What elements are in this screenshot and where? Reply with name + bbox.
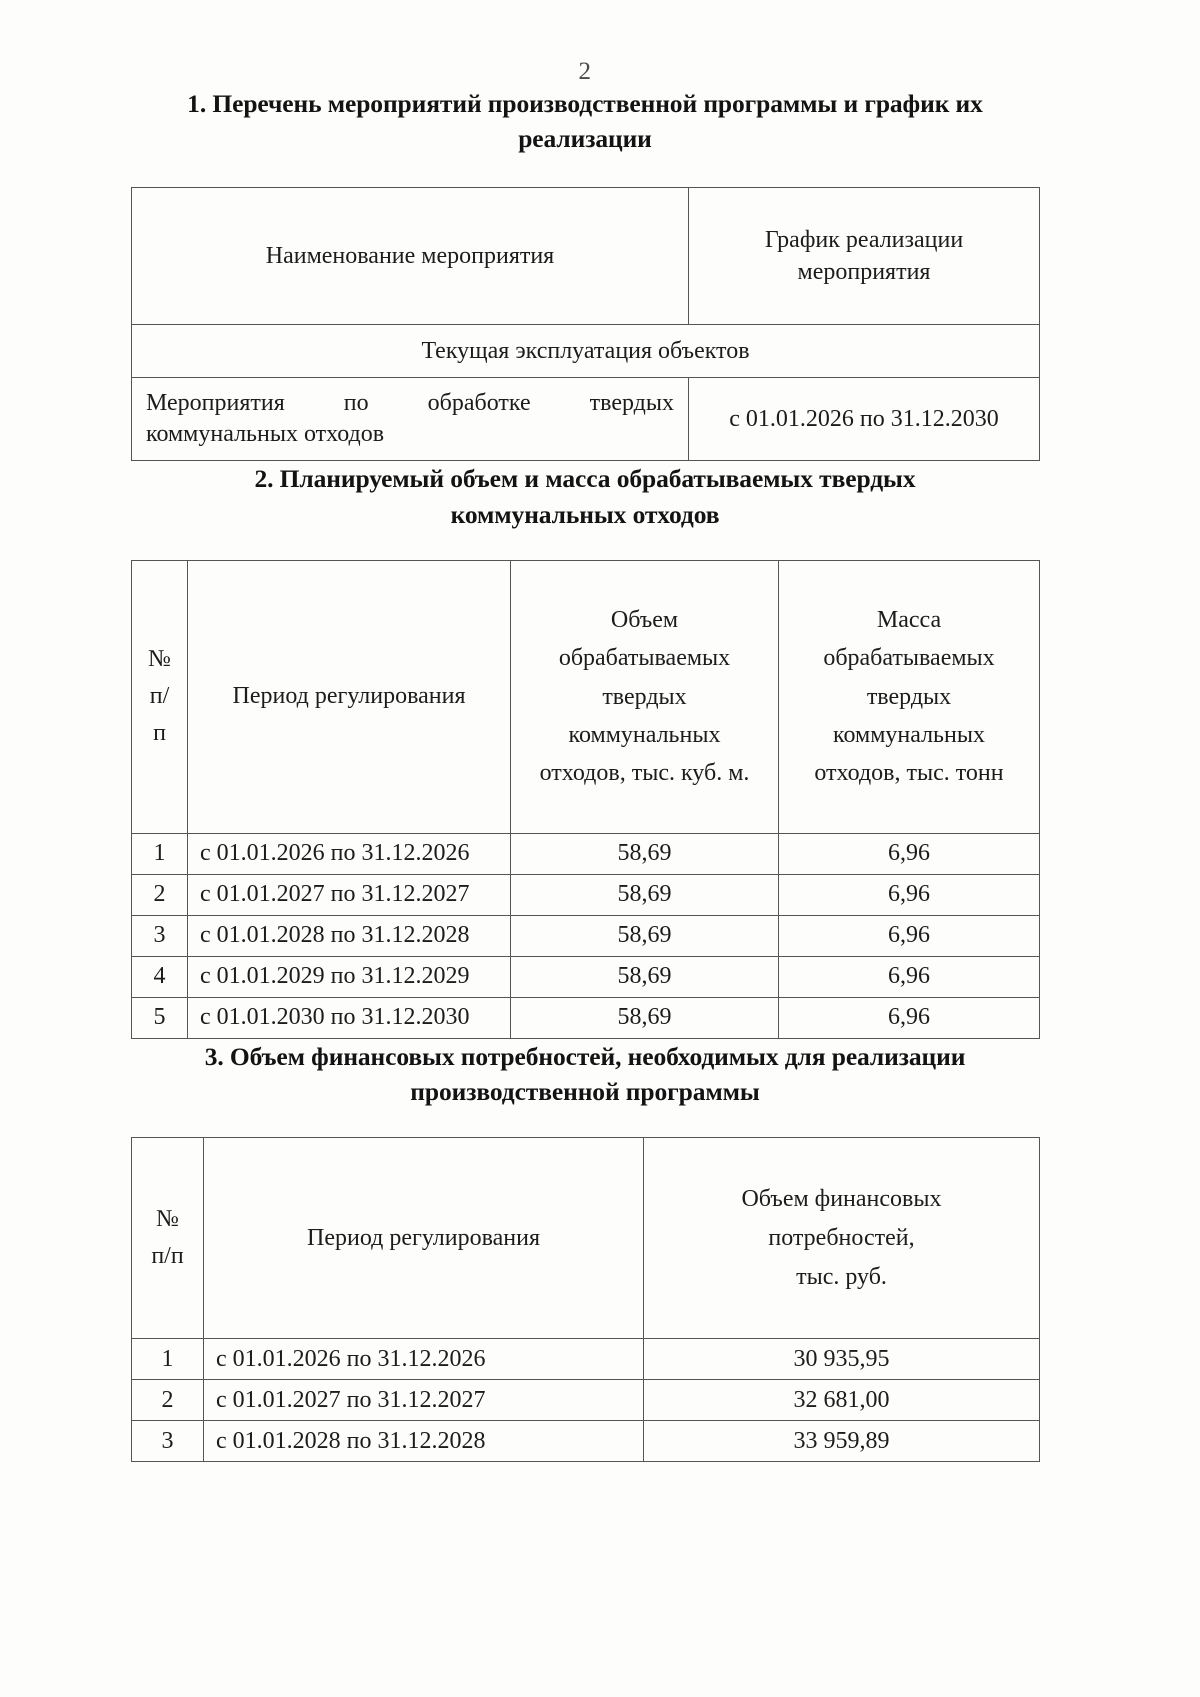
header-waste-mass-line-3: твердых [866, 683, 952, 710]
table-row [132, 833, 1040, 874]
row-volume: 58,69 [511, 915, 779, 956]
row-period: с 01.01.2026 по 31.12.2026 [188, 833, 511, 874]
row-volume: 58,69 [511, 874, 779, 915]
measure-name-line-2: коммунальных отходов [146, 421, 385, 448]
table-header-row [132, 1138, 1040, 1339]
header-schedule-line-1: График реализации [764, 226, 964, 253]
table-row [132, 1339, 1040, 1380]
row-period: с 01.01.2028 по 31.12.2028 [204, 1421, 644, 1462]
row-period: с 01.01.2028 по 31.12.2028 [188, 915, 511, 956]
header-waste-volume-line-2: обрабатываемых [558, 645, 731, 672]
section-1-heading-line-2: реализации [518, 124, 652, 154]
row-amount: 32 681,00 [644, 1380, 1040, 1421]
row-volume: 58,69 [511, 997, 779, 1038]
section-3-heading-line-1: 3. Объем финансовых потребностей, необходимых для реализации [204, 1041, 966, 1071]
row-period: с 01.01.2026 по 31.12.2026 [204, 1339, 644, 1380]
header-schedule [689, 188, 1040, 325]
table-row [132, 1421, 1040, 1462]
header-waste-volume-line-3: твердых [602, 683, 687, 710]
header-row-number [132, 1138, 204, 1339]
header-financial-needs [644, 1138, 1040, 1339]
header-financial-needs-line-3: тыс. руб. [796, 1263, 887, 1290]
header-waste-mass-line-2: обрабатываемых [823, 645, 995, 672]
table-header-row [132, 188, 1040, 325]
row-number: 1 [132, 833, 188, 874]
header-row-number-line-2: п/ [149, 683, 170, 710]
header-financial-needs-line-2: потребностей, [768, 1224, 915, 1251]
header-waste-volume-line-5: отходов, тыс. куб. м. [539, 760, 750, 787]
row-mass: 6,96 [779, 833, 1040, 874]
table-row [132, 874, 1040, 915]
header-regulation-period: Период регулирования [204, 1138, 644, 1339]
row-volume: 58,69 [511, 833, 779, 874]
row-period: с 01.01.2027 по 31.12.2027 [204, 1380, 644, 1421]
header-waste-volume-line-1: Объем [610, 606, 679, 633]
table-group-row [132, 325, 1040, 378]
row-period: с 01.01.2027 по 31.12.2027 [188, 874, 511, 915]
row-number: 3 [132, 1421, 204, 1462]
header-regulation-period: Период регулирования [188, 560, 511, 833]
header-row-number-line-2: п/п [151, 1243, 184, 1270]
row-mass: 6,96 [779, 997, 1040, 1038]
header-waste-volume [511, 560, 779, 833]
section-3-heading [131, 1039, 1039, 1109]
measure-name-line-1: Мероприятия по обработке твердых [146, 390, 674, 417]
table-row [132, 956, 1040, 997]
header-waste-volume-line-4: коммунальных [568, 721, 721, 748]
row-number: 1 [132, 1339, 204, 1380]
row-period: с 01.01.2029 по 31.12.2029 [188, 956, 511, 997]
header-financial-needs-line-1: Объем финансовых [741, 1185, 942, 1212]
row-amount: 33 959,89 [644, 1421, 1040, 1462]
header-schedule-line-2: мероприятия [797, 259, 931, 286]
header-row-number-line-3: п [153, 720, 166, 747]
header-waste-mass-line-1: Масса [876, 606, 942, 633]
measure-schedule-cell: с 01.01.2026 по 31.12.2030 [689, 378, 1040, 461]
header-row-number-line-1: № [148, 645, 171, 672]
row-mass: 6,96 [779, 915, 1040, 956]
table-row [132, 1380, 1040, 1421]
header-row-number-line-1: № [156, 1205, 179, 1232]
header-waste-mass [779, 560, 1040, 833]
section-2-heading [131, 461, 1039, 531]
table-row [132, 997, 1040, 1038]
measure-name-cell [132, 378, 689, 461]
row-number: 2 [132, 1380, 204, 1421]
table-header-row [132, 560, 1040, 833]
group-label-current-operation: Текущая эксплуатация объектов [132, 325, 1040, 378]
row-period: с 01.01.2030 по 31.12.2030 [188, 997, 511, 1038]
row-mass: 6,96 [779, 956, 1040, 997]
section-1-heading-line-1: 1. Перечень мероприятий производственной программы и график их [187, 89, 983, 118]
table-row [132, 915, 1040, 956]
row-number: 3 [132, 915, 188, 956]
row-number: 4 [132, 956, 188, 997]
row-amount: 30 935,95 [644, 1339, 1040, 1380]
page-content [131, 0, 1039, 1462]
header-waste-mass-line-4: коммунальных [833, 721, 985, 748]
row-number: 2 [132, 874, 188, 915]
row-mass: 6,96 [779, 874, 1040, 915]
section-2-heading-line-2: коммунальных отходов [450, 499, 720, 529]
table-row [132, 378, 1040, 461]
waste-volume-mass-table [131, 560, 1040, 1039]
section-1-heading [131, 86, 1039, 156]
section-2-heading-line-1: 2. Планируемый объем и масса обрабатываемых твердых [254, 464, 916, 494]
header-waste-mass-line-5: отходов, тыс. тонн [814, 760, 1004, 787]
row-number: 5 [132, 997, 188, 1038]
header-row-number [132, 560, 188, 833]
row-volume: 58,69 [511, 956, 779, 997]
financial-needs-table [131, 1137, 1040, 1462]
measures-schedule-table [131, 187, 1040, 461]
section-3-heading-line-2: производственной программы [410, 1076, 760, 1106]
page-number: 2 [578, 58, 592, 85]
header-measure-name: Наименование мероприятия [132, 188, 689, 325]
